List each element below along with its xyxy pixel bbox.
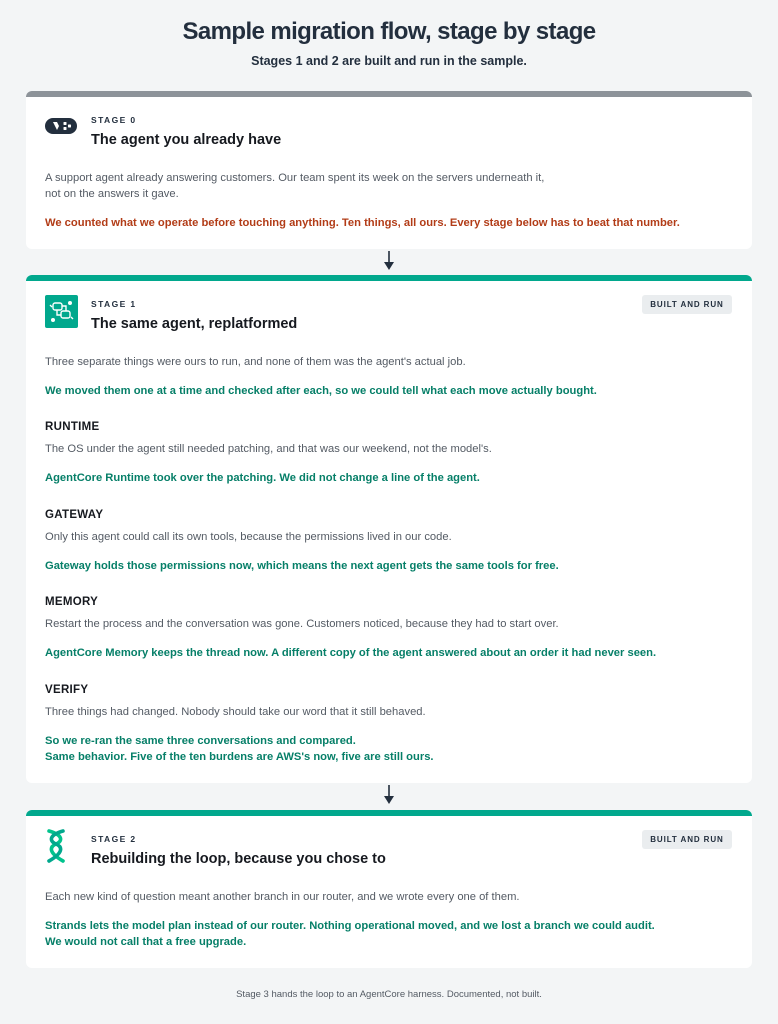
stage-0-body-line-1: A support agent already answering customers. Our team spent its week on the servers underneath it, [45, 172, 545, 184]
stage-2-status-badge: BUILT AND RUN [642, 830, 732, 849]
section-heading-runtime: RUNTIME [45, 421, 100, 433]
section-highlight-gateway: Gateway holds those permissions now, which means the next agent gets the same tools for free. [45, 560, 559, 572]
stage-2-highlight-line-2: We would not call that a free upgrade. [45, 936, 247, 948]
stage-2-highlight [45, 918, 735, 950]
section-body-runtime: The OS under the agent still needed patching, and that was our weekend, not the model's. [45, 443, 492, 455]
section-heading-verify: VERIFY [45, 684, 89, 696]
section-body-memory: Restart the process and the conversation was gone. Customers noticed, because they had to start over. [45, 618, 559, 630]
stage-0-label: STAGE 0 [91, 115, 137, 125]
strands-icon [45, 829, 67, 868]
stage-0-title: The agent you already have [91, 132, 282, 148]
stage-2-label: STAGE 2 [91, 834, 137, 844]
section-body-gateway: Only this agent could call its own tools, because the permissions lived in our code. [45, 531, 452, 543]
stage-1-intro: Three separate things were ours to run, and none of them was the agent's actual job. [45, 356, 466, 368]
section-highlight-verify-line-1: So we re-ran the same three conversations and compared. [45, 735, 356, 747]
stage-0-card [26, 91, 752, 249]
section-highlight-runtime: AgentCore Runtime took over the patching. We did not change a line of the agent. [45, 472, 480, 484]
page-subtitle: Stages 1 and 2 are built and run in the sample. [251, 54, 527, 68]
stage-2-card [26, 810, 752, 968]
stage-0-body [45, 170, 665, 202]
section-heading-gateway: GATEWAY [45, 509, 104, 521]
section-highlight-memory: AgentCore Memory keeps the thread now. A different copy of the agent answered about an order it had never seen. [45, 647, 657, 659]
stage-1-card [26, 275, 752, 783]
stage-1-status-badge: BUILT AND RUN [642, 295, 732, 314]
stage-2-title: Rebuilding the loop, because you chose to [91, 851, 386, 867]
stage-1-intro-highlight: We moved them one at a time and checked after each, so we could tell what each move actually bought. [45, 385, 597, 397]
page-title: Sample migration flow, stage by stage [182, 18, 596, 45]
stage-1-label: STAGE 1 [91, 299, 137, 309]
section-highlight-verify [45, 733, 735, 765]
stage-1-topbar [26, 275, 752, 281]
section-highlight-verify-line-2: Same behavior. Five of the ten burdens are AWS's now, five are still ours. [45, 751, 434, 763]
gamepad-icon [45, 117, 77, 140]
stage-1-title: The same agent, replatformed [91, 316, 298, 332]
stage-2-body: Each new kind of question meant another branch in our router, and we wrote every one of them. [45, 891, 520, 903]
footer-note: Stage 3 hands the loop to an AgentCore harness. Documented, not built. [236, 989, 542, 1000]
stage-0-highlight: We counted what we operate before touching anything. Ten things, all ours. Every stage below has to beat that number. [45, 217, 680, 229]
agentcore-icon [45, 295, 78, 333]
section-heading-memory: MEMORY [45, 596, 99, 608]
arrow-down-icon [383, 785, 395, 810]
stage-0-body-line-2: not on the answers it gave. [45, 188, 179, 200]
stage-0-topbar [26, 91, 752, 97]
section-body-verify: Three things had changed. Nobody should take our word that it still behaved. [45, 706, 426, 718]
stage-2-highlight-line-1: Strands lets the model plan instead of our router. Nothing operational moved, and we lost a branch we could audit. [45, 920, 655, 932]
stage-2-topbar [26, 810, 752, 816]
arrow-down-icon [383, 251, 395, 276]
